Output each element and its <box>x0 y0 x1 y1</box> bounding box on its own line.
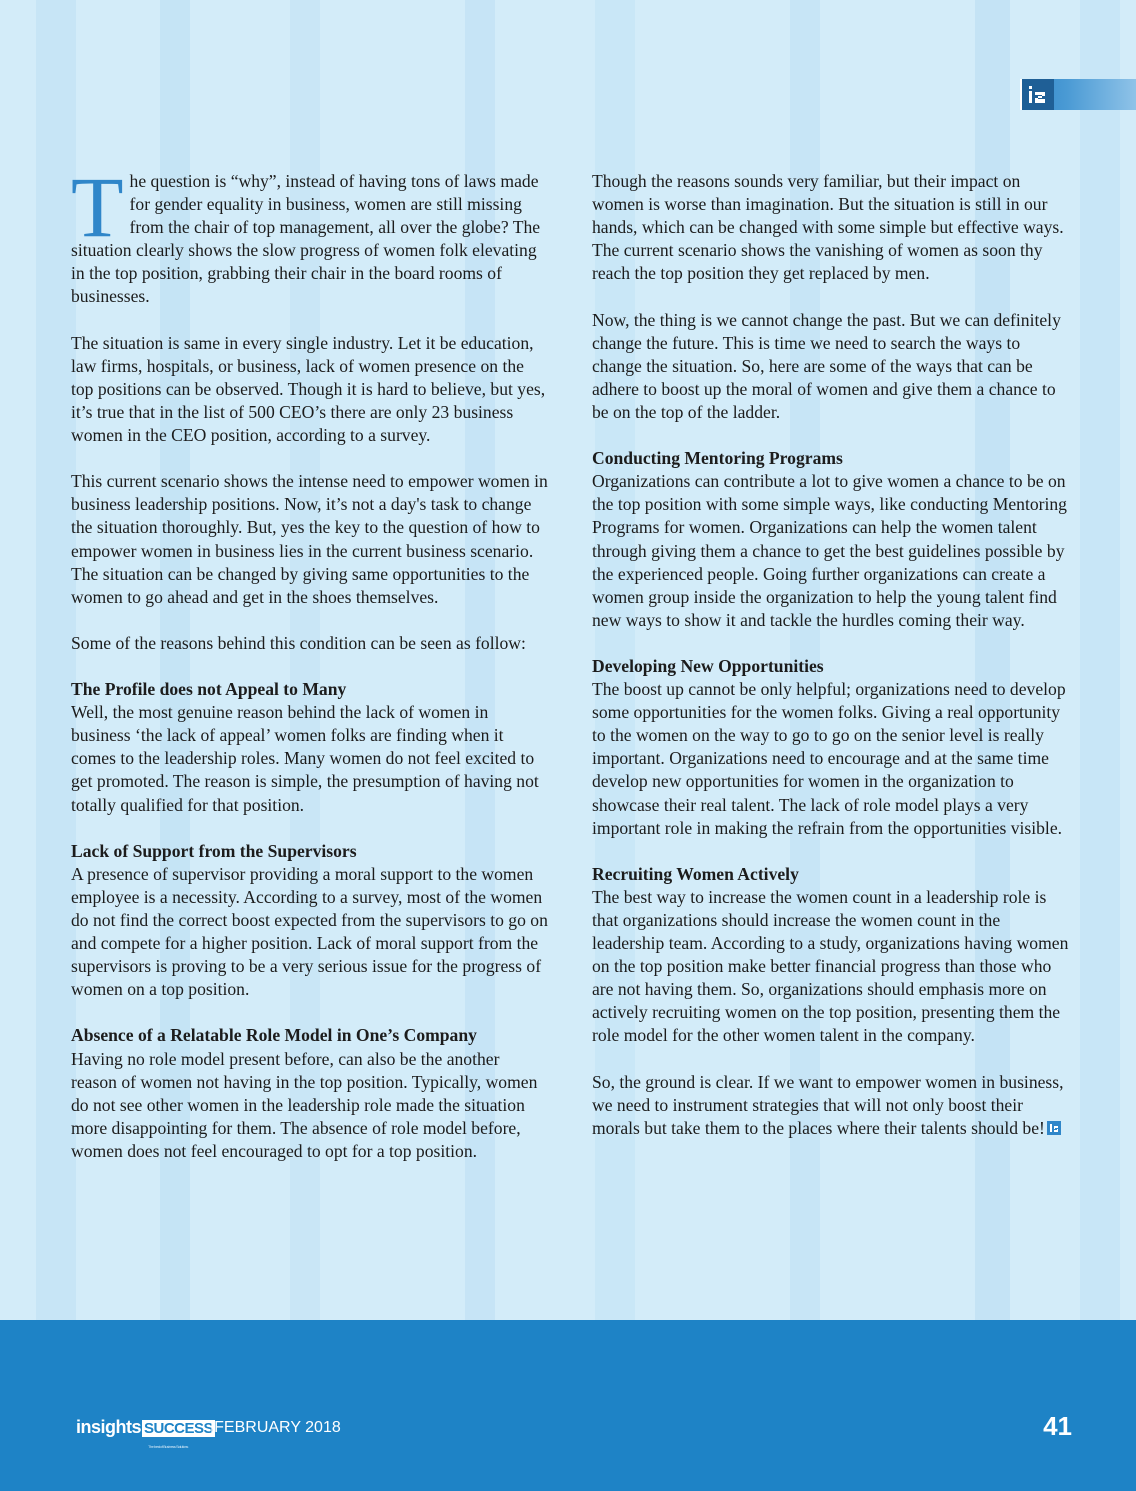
article-right-column <box>592 170 1070 1163</box>
section-heading: Developing New Opportunities <box>592 655 824 676</box>
closing-text: So, the ground is clear. If we want to empower women in business, we need to instrument strategies that will not only boost their morals but take them to the places where their talents should be! <box>592 1071 1064 1138</box>
paragraph: The situation is same in every single industry. Let it be education, law firms, hospitals, or business, lack of women presence on the top positions can be observed. Though it is hard to believe, but yes, it’s true that in the list of 500 CEO’s there are only 23 business women in the CEO position, according to a survey. <box>71 332 546 446</box>
footer-band <box>0 1320 1136 1491</box>
paragraph: The boost up cannot be only helpful; organizations need to develop some opportunities for the women folks. Giving a real opportunity to the women on the way to go to go on the senior level is really important. Organizations need to encourage and at the same time develop new opportunities for women in the organization to showcase their real talent. The lack of role model plays a very important role in making the refrain from the opportunities visible. <box>592 679 1066 838</box>
article-left-column <box>71 159 549 1186</box>
intro-paragraph <box>71 159 549 309</box>
issue-date: |FEBRUARY 2018 <box>210 1419 341 1436</box>
logo-insights-text: insights <box>76 1417 142 1437</box>
bg-stripe <box>1080 0 1120 1320</box>
paragraph: Well, the most genuine reason behind the lack of women in business ‘the lack of appeal’ women folks are finding when it comes to the leadership roles. Many women do not feel excited to get promoted. The reason is simple, the presumption of having not totally qualified for that position. <box>71 702 539 815</box>
paragraph: Though the reasons sounds very familiar, but their impact on women is worse than imagination. But the situation is still in our hands, which can be changed with some simple but effective ways. The current scenario shows the vanishing of women as soon thy reach the top position they get replaced by men. <box>592 171 1064 284</box>
paragraph: Now, the thing is we cannot change the past. But we can definitely change the future. This is time we need to search the ways to change the situation. So, here are some of the ways that can be adhere to boost up the moral of women and give them a chance to be on the top of the ladder. <box>592 309 1061 422</box>
intro-text: he question is “why”, instead of having tons of laws made for gender equality in business, women are still missing from the chair of top management, all over the globe? The situation clearly shows the slow progress of women folk elevating in the top position, grabbing their chair in the board rooms of businesses. <box>71 171 541 307</box>
insights-success-monogram-icon <box>1020 79 1054 110</box>
paragraph: This current scenario shows the intense need to empower women in business leadership positions. Now, it’s not a day's task to change the situation thoroughly. But, yes the key to the question of how to empower women in business lies in the current business scenario. The situation can be changed by giving same opportunities to the women to go ahead and get in the shoes themselves. <box>71 471 548 607</box>
paragraph: The best way to increase the women count in a leadership role is that organizations should increase the women count in the leadership team. According to a study, organizations having women on the top position make better financial progress than those who are not having them. So, organizations should emphasis more on actively recruiting women on the top position, presenting them the role model for the other women talent in the company. <box>592 886 1069 1046</box>
section-heading: Recruiting Women Actively <box>592 863 799 884</box>
section-heading: Conducting Mentoring Programs <box>592 448 843 469</box>
insights-success-end-mark-icon <box>1047 1121 1061 1135</box>
logo-success-text: SUCCESS <box>144 1420 214 1437</box>
drop-cap: T <box>71 159 124 255</box>
page-number: 41 <box>1043 1411 1072 1441</box>
paragraph: Organizations can contribute a lot to give women a chance to be on the top position with some simple ways, like conducting Mentoring Programs for women. Organizations can help the women talent through giving them a chance to get the best guidelines possible by the experienced people. Going further organizations can create a women group inside the organization to help the young talent find new ways to show it and tackle the hurdles coming their way. <box>592 471 1067 630</box>
section-heading: Absence of a Relatable Role Model in One’s Company <box>71 1025 477 1046</box>
section-heading: Lack of Support from the Supervisors <box>71 840 357 861</box>
closing-paragraph <box>592 1071 1070 1140</box>
section-heading: The Profile does not Appeal to Many <box>71 679 347 700</box>
paragraph: Some of the reasons behind this condition can be seen as follow: <box>71 632 526 653</box>
paragraph: Having no role model present before, can also be the another reason of women not having in the top position. Typically, women do not see other women in the leadership role made the situation more disappointing for them. The absence of role model before, women does not feel encouraged to opt for a top position. <box>71 1048 538 1161</box>
paragraph: A presence of supervisor providing a moral support to the women employee is a necessity. According to a survey, most of the women do not find the correct boost expected from the supervisors to go on and compete for a higher position. Lack of moral support from the supervisors is proving to be a very serious issue for the progress of women on a top position. <box>71 863 548 1000</box>
bg-stripe <box>36 0 76 1320</box>
logo-tagline: The best of Business Solutions <box>148 1444 188 1449</box>
insights-success-logo <box>76 1416 215 1449</box>
